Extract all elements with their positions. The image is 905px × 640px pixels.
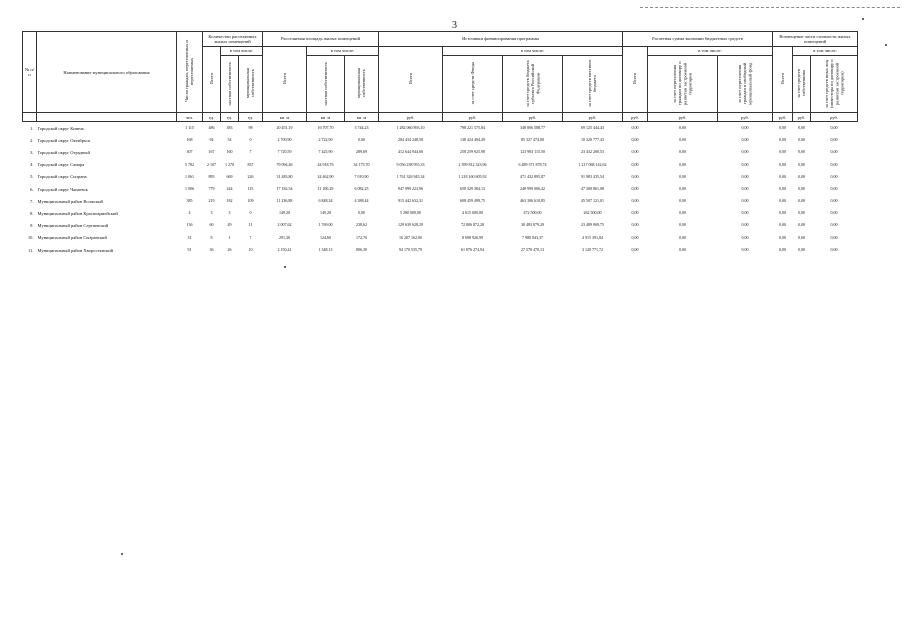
value-cell: 383 [226, 124, 233, 130]
value-cell: 5 782 [185, 161, 194, 167]
unit-cell: чел. [177, 113, 203, 122]
value-cell: 79 094,46 [276, 161, 293, 167]
value-cell: 4 915 391,84 [582, 234, 604, 240]
value-cell: 837 [247, 161, 254, 167]
value-cell: 0,00 [631, 246, 639, 252]
value-cell: 20 451,19 [276, 124, 293, 130]
municipality-name: Муниципальный район Красноармейский [37, 210, 118, 216]
header-economy-total: Всего [623, 47, 648, 113]
value-cell: 0,00 [631, 234, 639, 240]
value-cell: 0,00 [741, 137, 749, 143]
table-row [23, 220, 858, 232]
municipality-name: Городской округ Сызрань [37, 174, 87, 180]
municipality-name: Городской округ Октябрьск [37, 137, 91, 143]
value-cell: 1 061 [185, 173, 194, 179]
table-row [23, 207, 858, 219]
table-row [23, 122, 858, 135]
value-cell: 1 115 [185, 124, 194, 130]
value-cell: 0,00 [798, 210, 806, 216]
row-number: 11. [28, 247, 34, 253]
header-area-incl: в том числе: [307, 47, 379, 56]
value-cell: 1 769,00 [318, 222, 333, 228]
scan-speck [885, 44, 887, 46]
value-cell: 149,20 [279, 210, 290, 216]
value-cell: 0,00 [679, 198, 687, 204]
value-cell: 7 425,90 [318, 149, 333, 155]
header-count-private: частная собственность [221, 56, 239, 113]
value-cell: 0,00 [679, 173, 687, 179]
value-cell: 412 644 944,60 [398, 149, 424, 155]
value-cell: 0 [249, 137, 252, 143]
value-cell: 109 [247, 198, 254, 204]
value-cell: 0,00 [741, 124, 749, 130]
value-cell: 172,70 [356, 234, 368, 240]
municipality-name: Муниципальный район Волжский [37, 198, 103, 204]
value-cell: 0,00 [830, 234, 838, 240]
value-cell: 129 639 628,29 [398, 222, 424, 228]
header-finance-total: Всего [379, 47, 443, 113]
value-cell: 0,00 [631, 124, 639, 130]
value-cell: 0,00 [830, 173, 838, 179]
value-cell: 1 348,13 [318, 246, 333, 252]
header-finance-group: Источники финансирования программы [379, 32, 623, 47]
unit-cell: кв. м [263, 113, 307, 122]
value-cell: 160 [226, 149, 233, 155]
value-cell: 27 578 470,13 [521, 246, 545, 252]
header-residents: Число граждан, переселенных и переселяемых [177, 32, 203, 113]
table-row [23, 147, 858, 159]
value-cell: 31 [187, 234, 192, 240]
value-cell: 0,00 [830, 124, 838, 130]
value-cell: 98 [248, 124, 253, 130]
row-number: 6. [30, 186, 34, 192]
value-cell: 248 999 006,42 [520, 185, 546, 191]
value-cell: 26 [227, 246, 232, 252]
unit-cell: ед. [239, 113, 263, 122]
value-cell: 2 399 812 323,96 [458, 161, 487, 167]
row-number: 1. [30, 125, 34, 131]
value-cell: 0,00 [679, 210, 687, 216]
value-cell: 650 329 384,13 [460, 185, 486, 191]
value-cell: 115 [247, 185, 254, 191]
value-cell: 1 006 [185, 185, 194, 191]
value-cell: 5 280 000,00 [400, 210, 422, 216]
header-num: № п/п [23, 32, 37, 113]
value-cell: 60 [209, 222, 214, 228]
value-cell: 8 698 926,99 [462, 234, 484, 240]
value-cell: 23 489 969,75 [581, 222, 605, 228]
value-cell: 0,00 [358, 137, 366, 143]
unit-cell: руб. [648, 113, 718, 122]
value-cell: 167 [208, 149, 215, 155]
table-row [23, 244, 858, 256]
header-area-municipal: муниципальная собственность [345, 56, 379, 113]
value-cell: 0,00 [631, 161, 639, 167]
value-cell: 669 [226, 173, 233, 179]
header-refund-contract: за счет средств иных лиц (инвестора по договору о развитии застроенной территории) [811, 56, 858, 113]
resettlement-table [22, 31, 858, 256]
value-cell: 149,20 [320, 210, 331, 216]
value-cell: 0,00 [679, 149, 687, 155]
value-cell: 49 [227, 222, 232, 228]
value-cell: 6 082,25 [354, 185, 369, 191]
table-row [23, 232, 858, 244]
value-cell: 16 207 162,00 [399, 234, 423, 240]
value-cell: 0,00 [779, 161, 787, 167]
value-cell: 0,00 [830, 210, 838, 216]
value-cell: 0,00 [741, 198, 749, 204]
value-cell: 4 [188, 210, 191, 216]
header-fund: за счет средств Фонда [443, 56, 503, 113]
value-cell: 0,00 [830, 222, 838, 228]
page-number: 3 [452, 20, 457, 31]
header-count-municipal: муниципальная собственность [239, 56, 263, 113]
unit-cell: руб. [718, 113, 773, 122]
value-cell: 6 848,34 [318, 198, 333, 204]
unit-cell: руб. [379, 113, 443, 122]
value-cell: 0,00 [830, 246, 838, 252]
value-cell: 136 [186, 222, 193, 228]
value-cell: 258 259 925,98 [460, 149, 486, 155]
value-cell: 1 217 068 142,62 [578, 161, 607, 167]
value-cell: 0,00 [779, 222, 787, 228]
value-cell: 0,00 [779, 198, 787, 204]
value-cell: 0,00 [798, 198, 806, 204]
value-cell: 6 489 371 878,74 [518, 161, 547, 167]
value-cell: 204 434 248,50 [398, 137, 424, 143]
municipality-name: Городской округ Самара [37, 162, 85, 168]
value-cell: 0,00 [358, 210, 366, 216]
value-cell: 947 999 223,96 [398, 185, 424, 191]
row-number: 7. [30, 198, 34, 204]
value-cell: 0,00 [830, 198, 838, 204]
value-cell: 0,00 [798, 161, 806, 167]
unit-cell: кв. м [345, 113, 379, 122]
value-cell: 0,00 [741, 161, 749, 167]
value-cell: 34 175,70 [353, 161, 370, 167]
value-cell: 91 [187, 246, 192, 252]
value-cell: 0,00 [798, 246, 806, 252]
value-cell: 17 182,54 [276, 185, 293, 191]
value-cell: 36 [209, 246, 214, 252]
unit-cell: руб. [563, 113, 623, 122]
value-cell: 472 500,00 [523, 210, 542, 216]
value-cell: 0,00 [779, 137, 787, 143]
value-cell: 85 327 474,00 [521, 137, 545, 143]
unit-cell: ед. [203, 113, 221, 122]
municipality-name: Муниципальный район Хворостянский [37, 247, 114, 253]
value-cell: 0,00 [830, 161, 838, 167]
value-cell: 3 [210, 210, 213, 216]
value-cell: 0,00 [631, 137, 639, 143]
value-cell: 0,00 [798, 137, 806, 143]
value-cell: 168 [186, 137, 193, 143]
municipality-name: Городской округ Кинель [37, 125, 85, 131]
scan-speck [862, 18, 864, 20]
header-area-private: частная собственность [307, 56, 345, 113]
value-cell: 0,00 [741, 185, 749, 191]
value-cell: 0,00 [798, 149, 806, 155]
value-cell: 0,00 [798, 124, 806, 130]
value-cell: 0,00 [741, 210, 749, 216]
value-cell: 2 150,41 [277, 246, 292, 252]
table-row [23, 183, 858, 195]
value-cell: 9 056 238 955,33 [396, 161, 425, 167]
value-cell: 182 [226, 198, 233, 204]
value-cell: 94 [209, 137, 214, 143]
value-cell: 262 500,00 [583, 210, 602, 216]
value-cell: 915 442 632,31 [398, 198, 424, 204]
value-cell: 0,00 [798, 222, 806, 228]
scan-speck [284, 266, 286, 268]
value-cell: 7 720,59 [277, 149, 292, 155]
value-cell: 0,00 [741, 173, 749, 179]
unit-cell: руб. [793, 113, 811, 122]
value-cell: 798 221 575,84 [460, 124, 486, 130]
unit-cell-empty [37, 113, 177, 122]
value-cell: 1 270 [225, 161, 234, 167]
value-cell: 24 462,90 [317, 173, 334, 179]
header-economy-incl: в том числе: [648, 47, 773, 56]
value-cell: 124,60 [320, 234, 331, 240]
value-cell: 0,00 [631, 210, 639, 216]
value-cell: 0 [249, 210, 252, 216]
value-cell: 138 424 494,49 [460, 137, 486, 143]
value-cell: 61 876 274,94 [461, 246, 485, 252]
value-cell: 2 700,90 [277, 137, 292, 143]
value-cell: 1 282 060 893,10 [396, 124, 425, 130]
value-cell: 486 [208, 124, 215, 130]
value-cell: 348 806 588,77 [520, 124, 546, 130]
value-cell: 7 010,90 [354, 173, 369, 179]
header-area-total: Всего [263, 47, 307, 113]
value-cell: 30 483 079,29 [521, 222, 545, 228]
value-cell: 0,00 [631, 222, 639, 228]
value-cell: 463 306 610,85 [520, 198, 546, 204]
value-cell: 0,00 [798, 234, 806, 240]
row-number: 9. [30, 223, 34, 229]
unit-cell: руб. [503, 113, 563, 122]
value-cell: 0,00 [679, 246, 687, 252]
row-number: 5. [30, 174, 34, 180]
value-cell: 238,62 [356, 222, 368, 228]
header-count-incl: в том числе: [221, 47, 263, 56]
value-cell: 2 722,90 [318, 137, 333, 143]
value-cell: 806,30 [356, 246, 368, 252]
row-number: 4. [30, 162, 34, 168]
value-cell: 0,00 [779, 124, 787, 130]
value-cell: 45 507 121,01 [581, 198, 605, 204]
table-row [23, 159, 858, 171]
value-cell: 3 120 771,72 [582, 246, 604, 252]
value-cell: 69 125 444,43 [581, 124, 605, 130]
header-count-group: Количество расселяемых жилых помещений [203, 32, 263, 47]
table-row [23, 195, 858, 207]
value-cell: 3 [228, 210, 231, 216]
value-cell: 244 [226, 185, 233, 191]
value-cell: 0,00 [779, 246, 787, 252]
header-subject: за счет средств бюджета субъекта Российской Федерации [503, 56, 563, 113]
unit-cell: руб. [443, 113, 503, 122]
unit-cell: ед. [221, 113, 239, 122]
value-cell: 0,00 [741, 222, 749, 228]
value-cell: 1 [228, 234, 231, 240]
header-econ-free: за счет переселения граждан в свободный муниципальный фонд [718, 56, 773, 113]
value-cell: 0,00 [631, 185, 639, 191]
value-cell: 1 218 160 605,92 [458, 173, 487, 179]
value-cell: 226 [247, 173, 254, 179]
value-cell: 0,00 [779, 149, 787, 155]
value-cell: 23 432 200,53 [581, 149, 605, 155]
scan-edge-line [640, 7, 900, 8]
value-cell: 7 [249, 234, 252, 240]
table-row [23, 171, 858, 183]
header-economy-group: Расчетная сумма экономии бюджетных средств [623, 32, 773, 47]
value-cell: 4 615 000,00 [462, 210, 484, 216]
unit-cell: руб. [623, 113, 648, 122]
value-cell: 0,00 [679, 185, 687, 191]
value-cell: 0,00 [830, 149, 838, 155]
value-cell: 2 107 [207, 161, 216, 167]
value-cell: 219 [208, 198, 215, 204]
municipality-name: Городской округ Отрадный [37, 150, 90, 156]
header-name: Наименование муниципального образования [37, 32, 177, 113]
unit-cell: кв. м [307, 113, 345, 122]
value-cell: 7 [249, 149, 252, 155]
header-area-group: Расселяемая площадь жилых помещений [263, 32, 379, 47]
value-cell: 307 [186, 149, 193, 155]
value-cell: 0,00 [741, 149, 749, 155]
value-cell: 0,00 [798, 185, 806, 191]
header-econ-contract: за счет переселения граждан по договору о развитии застроенной территории [648, 56, 718, 113]
units-row [23, 113, 858, 122]
municipality-name: Муниципальный район Сергиевский [37, 223, 109, 229]
value-cell: 385 [186, 198, 193, 204]
unit-cell: руб. [811, 113, 858, 122]
value-cell: 0,00 [779, 173, 787, 179]
table-body [23, 122, 858, 257]
value-cell: 0,00 [741, 234, 749, 240]
row-number: 3. [30, 150, 34, 156]
value-cell: 779 [208, 185, 215, 191]
value-cell: 4 388,44 [354, 198, 369, 204]
value-cell: 7 980 843,37 [522, 234, 544, 240]
row-number: 10. [27, 235, 34, 241]
value-cell: 0,00 [679, 234, 687, 240]
value-cell: 16 707,70 [317, 124, 334, 130]
value-cell: 2 007,62 [277, 222, 292, 228]
unit-cell-empty [23, 113, 37, 122]
value-cell: 0,00 [679, 137, 687, 143]
value-cell: 1 761 326 945,34 [396, 173, 425, 179]
value-cell: 0,00 [631, 149, 639, 155]
value-cell: 0,00 [631, 198, 639, 204]
value-cell: 0,00 [798, 173, 806, 179]
value-cell: 0,00 [830, 137, 838, 143]
value-cell: 47 300 861,08 [581, 185, 605, 191]
header-refund-private: за счет средств собственника [793, 56, 811, 113]
value-cell: 91 983 435,54 [581, 173, 605, 179]
municipality-name: Муниципальный район Сызранский [37, 235, 107, 241]
value-cell: 0,00 [679, 222, 687, 228]
row-number: 8. [30, 210, 34, 216]
value-cell: 123 983 115,50 [520, 149, 545, 155]
value-cell: 11 100,29 [317, 185, 334, 191]
value-cell: 608 459 499,75 [460, 198, 486, 204]
municipality-name: Городской округ Чапаевск [37, 186, 88, 192]
value-cell: 0,00 [679, 124, 687, 130]
value-cell: 11 236,88 [276, 198, 293, 204]
value-cell: 0,00 [779, 234, 787, 240]
header-refund-total: Всего [773, 47, 793, 113]
value-cell: 44 918,76 [317, 161, 334, 167]
value-cell: 0,00 [830, 185, 838, 191]
value-cell: 72 806 872,28 [461, 222, 485, 228]
value-cell: 10 [248, 246, 253, 252]
value-cell: 895 [208, 173, 215, 179]
value-cell: 289,69 [356, 149, 368, 155]
value-cell: 3 744,23 [354, 124, 369, 130]
value-cell: 31 483,80 [276, 173, 293, 179]
value-cell: 0,00 [779, 185, 787, 191]
header-refund-incl: в том числе: [793, 47, 858, 56]
header-count-total: Всего [203, 47, 221, 113]
value-cell: 54 [227, 137, 232, 143]
row-number: 2. [30, 137, 34, 143]
value-cell: 10 320 777,43 [581, 137, 605, 143]
table-row [23, 134, 858, 146]
header-finance-incl: в том числе: [443, 47, 623, 56]
header-refund-group: Возмещение части стоимости жилых помещений [773, 32, 858, 47]
value-cell: 0,00 [679, 161, 687, 167]
value-cell: 8 [210, 234, 213, 240]
header-local: за счет средств местного бюджета [563, 56, 623, 113]
value-cell: 471 432 895,87 [520, 173, 546, 179]
value-cell: 0,00 [779, 210, 787, 216]
value-cell: 11 [248, 222, 253, 228]
value-cell: 291,30 [279, 234, 290, 240]
value-cell: 94 170 535,79 [399, 246, 423, 252]
scan-speck [121, 553, 123, 555]
unit-cell: руб. [773, 113, 793, 122]
value-cell: 0,00 [741, 246, 749, 252]
value-cell: 0,00 [631, 173, 639, 179]
